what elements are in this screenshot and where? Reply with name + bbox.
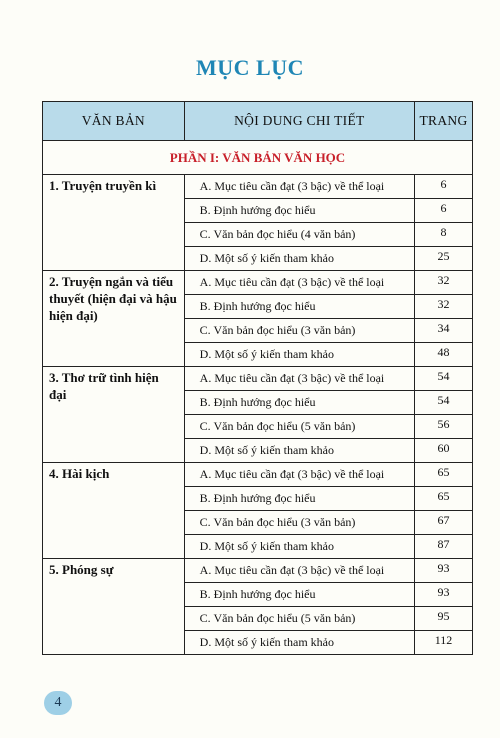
toc-entry-page: 6 [415,199,473,223]
section-title: 4. Hài kịch [43,463,185,559]
toc-entry-page: 32 [415,295,473,319]
toc-entry-page: 8 [415,223,473,247]
toc-entry-label: C. Văn bản đọc hiểu (3 văn bản) [184,319,414,343]
toc-table [42,101,473,655]
section-title: 5. Phóng sự [43,559,185,655]
column-header-section: VĂN BẢN [43,102,185,141]
toc-entry-page: 87 [415,535,473,559]
toc-entry-label: D. Một số ý kiến tham khảo [184,247,414,271]
toc-entry-page: 95 [415,607,473,631]
toc-entry-label: D. Một số ý kiến tham khảo [184,439,414,463]
toc-entry-page: 112 [415,631,473,655]
toc-entry-page: 25 [415,247,473,271]
toc-entry-label: A. Mục tiêu cần đạt (3 bậc) về thể loại [184,175,414,199]
column-header-page: TRANG [415,102,473,141]
toc-entry-label: B. Định hướng đọc hiểu [184,295,414,319]
toc-entry-page: 32 [415,271,473,295]
page-title: MỤC LỤC [196,55,304,80]
toc-entry-page: 65 [415,463,473,487]
table-row [43,271,473,295]
toc-entry-label: A. Mục tiêu cần đạt (3 bậc) về thể loại [184,367,414,391]
table-row [43,367,473,391]
toc-entry-page: 93 [415,559,473,583]
toc-entry-label: C. Văn bản đọc hiểu (4 văn bản) [184,223,414,247]
toc-entry-label: C. Văn bản đọc hiểu (5 văn bản) [184,415,414,439]
toc-entry-label: D. Một số ý kiến tham khảo [184,535,414,559]
toc-entry-label: D. Một số ý kiến tham khảo [184,631,414,655]
toc-entry-page: 93 [415,583,473,607]
toc-entry-page: 60 [415,439,473,463]
toc-entry-page: 65 [415,487,473,511]
toc-entry-page: 48 [415,343,473,367]
section-title: 3. Thơ trữ tình hiện đại [43,367,185,463]
toc-entry-label: A. Mục tiêu cần đạt (3 bậc) về thể loại [184,559,414,583]
section-title: 1. Truyện truyền kì [43,175,185,271]
toc-entry-label: C. Văn bản đọc hiểu (5 văn bản) [184,607,414,631]
page-number-badge: 4 [44,691,72,715]
table-row [43,559,473,583]
toc-entry-page: 34 [415,319,473,343]
toc-entry-page: 67 [415,511,473,535]
table-row [43,175,473,199]
table-row [43,463,473,487]
toc-entry-label: B. Định hướng đọc hiểu [184,391,414,415]
toc-entry-page: 56 [415,415,473,439]
toc-entry-label: C. Văn bản đọc hiểu (3 văn bản) [184,511,414,535]
column-header-detail: NỘI DUNG CHI TIẾT [184,102,414,141]
toc-entry-label: A. Mục tiêu cần đạt (3 bậc) về thể loại [184,271,414,295]
section-title: 2. Truyện ngắn và tiểu thuyết (hiện đại và hậu hiện đại) [43,271,185,367]
toc-entry-label: A. Mục tiêu cần đạt (3 bậc) về thể loại [184,463,414,487]
toc-entry-label: B. Định hướng đọc hiểu [184,199,414,223]
part-title: PHẦN I: VĂN BẢN VĂN HỌC [43,141,473,175]
toc-entry-page: 54 [415,391,473,415]
toc-entry-label: B. Định hướng đọc hiểu [184,487,414,511]
toc-entry-page: 6 [415,175,473,199]
toc-entry-label: B. Định hướng đọc hiểu [184,583,414,607]
toc-entry-page: 54 [415,367,473,391]
toc-entry-label: D. Một số ý kiến tham khảo [184,343,414,367]
